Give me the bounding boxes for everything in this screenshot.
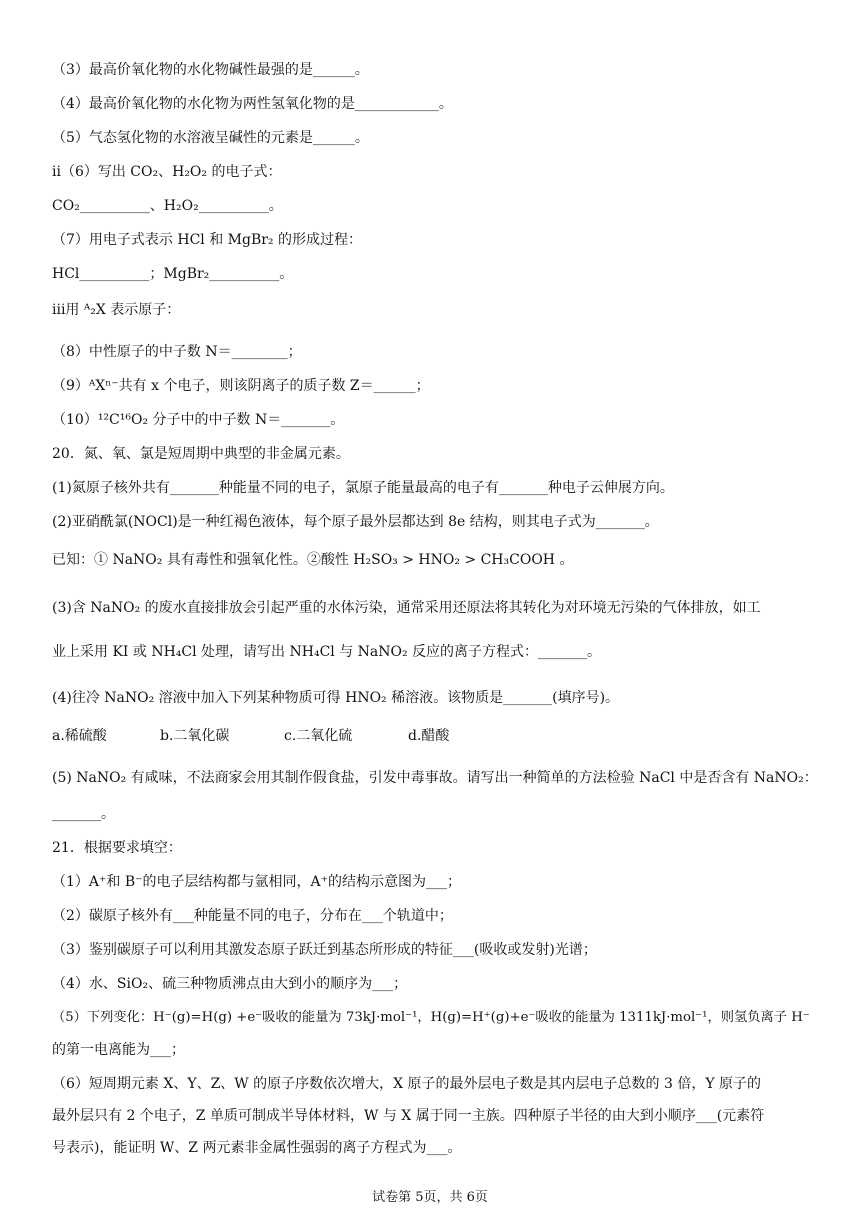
q20-option-b: b.二氧化碳 <box>160 728 230 744</box>
q19-part6-heading: ii（6）写出 CO₂、H₂O₂ 的电子式： <box>52 164 282 180</box>
q19-part3: （3）最高价氧化物的水化物碱性最强的是______。 <box>52 62 369 78</box>
q21-part5-line1: （5）下列变化：H⁻(g)=H(g) +e⁻吸收的能量为 73kJ·mol⁻¹，H(g)=H⁺(g)+e⁻吸收的能量为 1311kJ·mol⁻¹，则氢负离子 H⁻ <box>52 1010 810 1025</box>
q21-part5-line2: 的第一电离能为___； <box>52 1042 185 1058</box>
q20-part3-line1: (3)含 NaNO₂ 的废水直接排放会引起严重的水体污染，通常采用还原法将其转化为对环境无污染的气体排放，如工 <box>52 600 761 616</box>
q19-part8: （8）中性原子的中子数 N＝________； <box>52 344 302 360</box>
q20-part5-line2: _______。 <box>52 806 115 822</box>
q20-part5-line1: (5) NaNO₂ 有咸味，不法商家会用其制作假食盐，引发中毒事故。请写出一种简单的方法检验 NaCl 中是否含有 NaNO₂： <box>52 770 818 786</box>
q19-part10: （10）¹²C¹⁶O₂ 分子中的中子数 N＝_______。 <box>52 412 345 428</box>
q20-part3-line2: 业上采用 KI 或 NH₄Cl 处理，请写出 NH₄Cl 与 NaNO₂ 反应的离子方程式：_______。 <box>52 644 602 660</box>
page-footer: 试卷第 5页，共 6页 <box>372 1190 488 1205</box>
q20-part4: (4)往冷 NaNO₂ 溶液中加入下列某种物质可得 HNO₂ 稀溶液。该物质是_______(填序号)。 <box>52 690 620 706</box>
q19-part6-blanks: CO₂__________、H₂O₂__________。 <box>52 198 283 214</box>
q21-part6-line1: （6）短周期元素 X、Y、Z、W 的原子序数依次增大，X 原子的最外层电子数是其内层电子总数的 3 倍，Y 原子的 <box>52 1076 762 1092</box>
q20-option-c: c.二氧化硫 <box>284 728 353 744</box>
q19-part7-heading: （7）用电子式表示 HCl 和 MgBr₂ 的形成过程： <box>52 232 362 248</box>
q21-part4: （4）水、SiO₂、硫三种物质沸点由大到小的顺序为___； <box>52 976 408 992</box>
q21-part2: （2）碳原子核外有___种能量不同的电子，分布在___个轨道中； <box>52 908 453 924</box>
q20-known-conditions: 已知：① NaNO₂ 具有毒性和强氧化性。②酸性 H₂SO₃ > HNO₂ > CH₃COOH 。 <box>52 552 574 568</box>
q19-part5: （5）气态氢化物的水溶液呈碱性的元素是______。 <box>52 130 369 146</box>
q20-part2: (2)亚硝酰氯(NOCl)是一种红褐色液体，每个原子最外层都达到 8e 结构，则其电子式为_______。 <box>52 514 659 530</box>
q20-option-d: d.醋酸 <box>408 728 450 744</box>
q19-section-iii-heading: iii用 ᴬ₂X 表示原子： <box>52 302 181 318</box>
q21-part6-line3: 号表示)，能证明 W、Z 两元素非金属性强弱的离子方程式为___。 <box>52 1140 462 1156</box>
q20-part1: (1)氮原子核外共有_______种能量不同的电子，氯原子能量最高的电子有_______种电子云伸展方向。 <box>52 480 674 496</box>
q19-part9: （9）ᴬXⁿ⁻共有 x 个电子，则该阴离子的质子数 Z＝______； <box>52 378 430 394</box>
q21-part3: （3）鉴别碳原子可以利用其激发态原子跃迁到基态所形成的特征___(吸收或发射)光谱； <box>52 942 597 958</box>
q19-part4: （4）最高价氧化物的水化物为两性氢氧化物的是____________。 <box>52 96 453 112</box>
q20-option-a: a.稀硫酸 <box>52 728 107 744</box>
q21-part6-line2: 最外层只有 2 个电子，Z 单质可制成半导体材料，W 与 X 属于同一主族。四种原子半径的由大到小顺序___(元素符 <box>52 1108 765 1124</box>
q21-part1: （1）A⁺和 B⁻的电子层结构都与氩相同，A⁺的结构示意图为___； <box>52 874 462 890</box>
q19-part7-blanks: HCl__________；MgBr₂__________。 <box>52 266 294 282</box>
q21-title: 21．根据要求填空： <box>52 840 182 856</box>
q20-title: 20．氮、氧、氯是短周期中典型的非金属元素。 <box>52 446 350 462</box>
